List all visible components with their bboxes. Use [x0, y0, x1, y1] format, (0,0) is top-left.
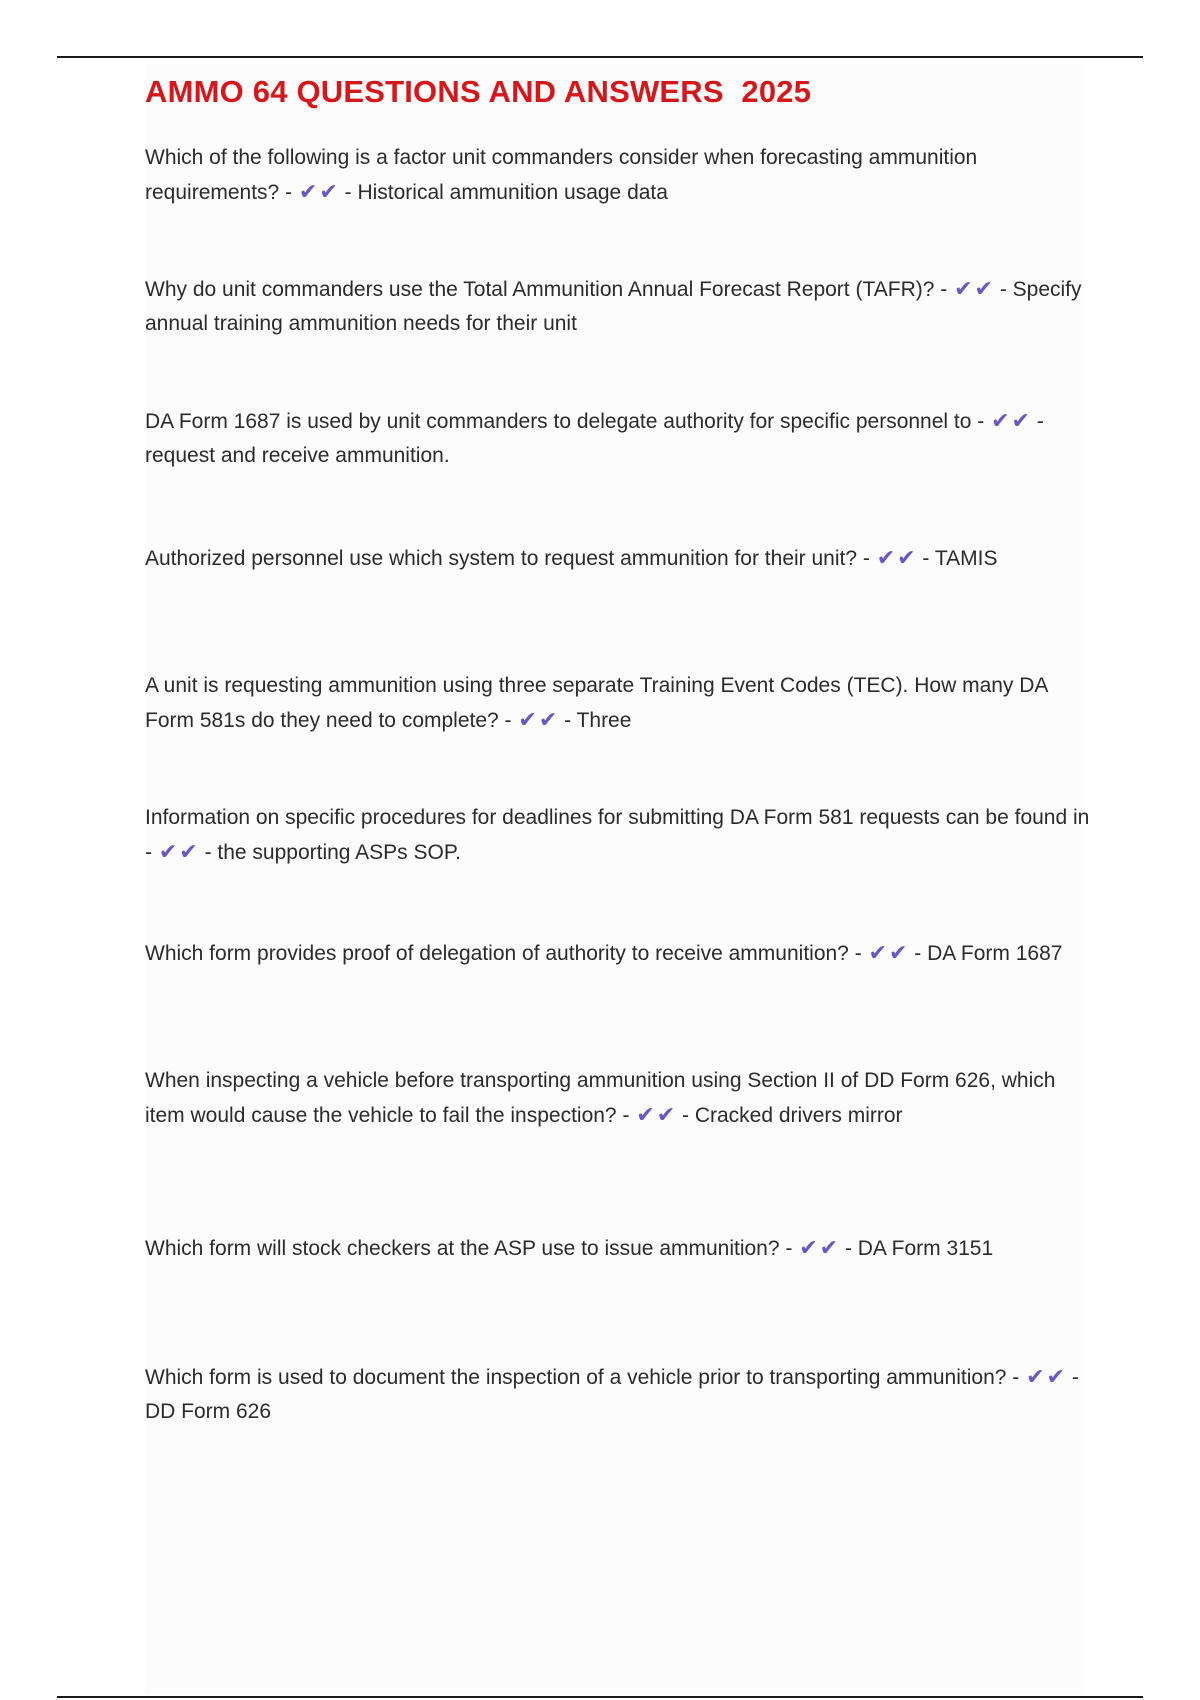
question-text: Which of the following is a factor unit commanders consider when forecasting ammunition requirements? -	[145, 146, 978, 204]
qa-item	[145, 404, 1090, 473]
question-text: Which form is used to document the inspection of a vehicle prior to transporting ammunition? -	[145, 1366, 1020, 1389]
check-icon: ✔	[954, 276, 973, 301]
question-text: Which form will stock checkers at the ASP use to issue ammunition? -	[145, 1237, 793, 1260]
question-text: Information on specific procedures for deadlines for submitting DA Form 581 requests can be found in -	[145, 806, 1090, 864]
question-text: When inspecting a vehicle before transporting ammunition using Section II of DD Form 626, which item would cause the vehicle to fail the inspection? -	[145, 1069, 1056, 1127]
check-icon: ✔	[799, 1235, 818, 1260]
qa-item	[145, 541, 1090, 576]
check-icon: ✔	[876, 545, 896, 570]
answer-text: - TAMIS	[922, 547, 998, 570]
check-icon: ✔	[656, 1102, 676, 1127]
page-title: AMMO 64 QUESTIONS AND ANSWERS 2025	[145, 74, 812, 109]
answer-text: - the supporting ASPs SOP.	[204, 841, 461, 864]
check-icon: ✔	[1026, 1364, 1045, 1389]
qa-item	[145, 1064, 1090, 1133]
bottom-rule	[57, 1696, 1143, 1698]
check-icon: ✔	[1011, 408, 1030, 433]
top-rule	[57, 56, 1143, 58]
answer-text: - DA Form 3151	[844, 1237, 994, 1260]
check-icon: ✔	[319, 179, 338, 204]
check-icon: ✔	[897, 545, 916, 570]
answer-text: - DA Form 1687	[914, 942, 1063, 965]
check-icon: ✔	[179, 839, 198, 864]
answer-text: - DD Form 626	[145, 1366, 1079, 1423]
qa-item	[145, 936, 1090, 971]
check-icon: ✔	[819, 1235, 839, 1260]
answer-text: - Historical ammunition usage data	[344, 181, 668, 204]
check-icon: ✔	[518, 707, 537, 732]
qa-item	[145, 272, 1090, 341]
question-text: A unit is requesting ammunition using three separate Training Event Codes (TEC). How many DA Form 581s do they need to complete? -	[145, 674, 1048, 732]
check-icon: ✔	[298, 179, 318, 204]
answer-text: - Three	[564, 709, 632, 732]
check-icon: ✔	[636, 1102, 655, 1127]
answer-text: - Specify annual training ammunition needs for their unit	[145, 278, 1082, 335]
qa-item	[145, 1231, 1090, 1266]
check-icon: ✔	[868, 940, 887, 965]
question-text: Authorized personnel use which system to request ammunition for their unit? -	[145, 547, 870, 570]
answer-text: - Cracked drivers mirror	[682, 1104, 903, 1127]
qa-item	[145, 1360, 1090, 1429]
qa-item	[145, 141, 1090, 210]
check-icon: ✔	[158, 839, 178, 864]
check-icon: ✔	[974, 276, 993, 301]
question-text: Why do unit commanders use the Total Ammunition Annual Forecast Report (TAFR)? -	[145, 278, 948, 301]
check-icon: ✔	[538, 707, 558, 732]
check-icon: ✔	[991, 408, 1010, 433]
answer-text: - request and receive ammunition.	[145, 410, 1044, 467]
question-text: DA Form 1687 is used by unit commanders to delegate authority for specific personnel to -	[145, 410, 985, 433]
question-text: Which form provides proof of delegation of authority to receive ammunition? -	[145, 942, 862, 965]
qa-item	[145, 669, 1090, 738]
qa-item	[145, 801, 1090, 870]
check-icon: ✔	[888, 940, 908, 965]
check-icon: ✔	[1046, 1364, 1065, 1389]
